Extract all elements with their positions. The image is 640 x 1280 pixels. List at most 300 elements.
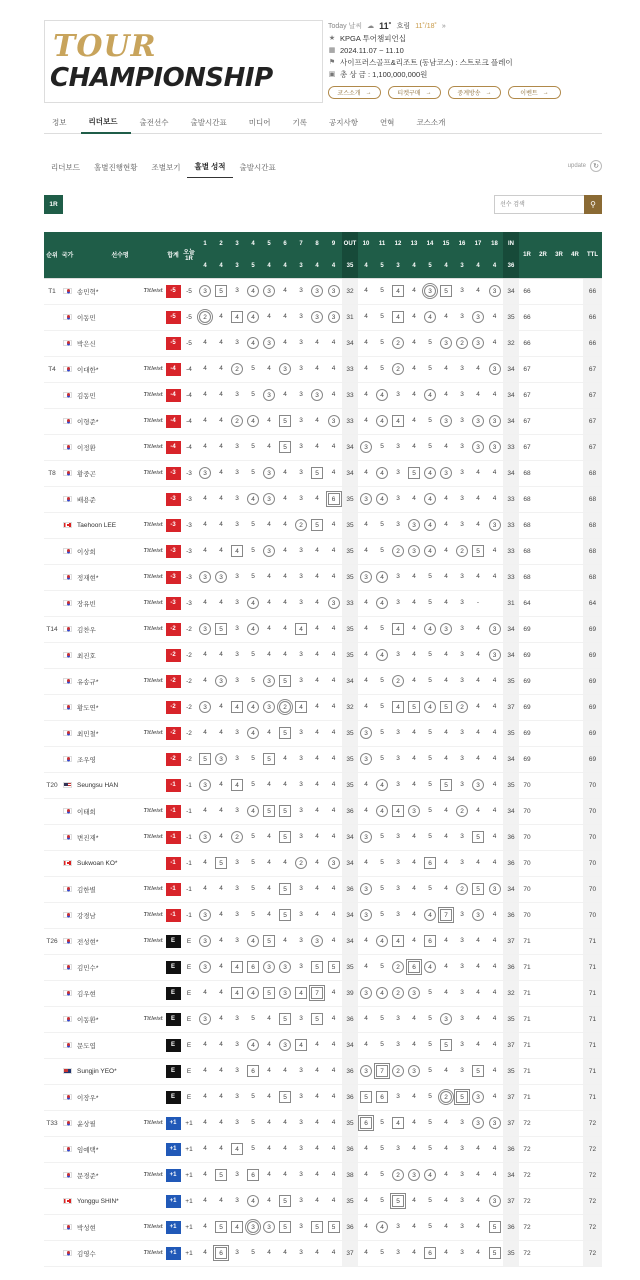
search-icon[interactable]: ⚲ bbox=[584, 195, 602, 214]
sponsor-logo bbox=[135, 1136, 165, 1162]
score-value: 5 bbox=[251, 391, 255, 398]
hole-score bbox=[261, 876, 277, 902]
score-value: 4 bbox=[203, 1171, 207, 1178]
score-value: 3 bbox=[489, 363, 501, 375]
player-name[interactable]: Yonggu SHIN* bbox=[75, 1188, 135, 1214]
score-value: 6 bbox=[376, 1091, 388, 1103]
search-input[interactable] bbox=[494, 195, 584, 214]
flag-icon bbox=[63, 392, 72, 398]
table-row[interactable] bbox=[44, 850, 602, 876]
hole-score bbox=[213, 564, 229, 590]
hole-score bbox=[309, 668, 325, 694]
round-1-score: 68 bbox=[519, 486, 535, 512]
player-name[interactable]: 이대한* bbox=[75, 356, 135, 382]
subtab[interactable]: 홀별진행현황 bbox=[93, 162, 138, 172]
hole-score bbox=[374, 538, 390, 564]
hole-score bbox=[197, 382, 213, 408]
hole-score bbox=[309, 720, 325, 746]
player-nation bbox=[60, 304, 75, 330]
table-row[interactable] bbox=[44, 408, 602, 434]
table-row[interactable] bbox=[44, 590, 602, 616]
hole-score bbox=[358, 902, 374, 928]
score-value: 7 bbox=[440, 909, 452, 921]
nav-item[interactable]: 정보 bbox=[52, 117, 67, 127]
player-name[interactable]: 최진호 bbox=[75, 642, 135, 668]
table-row[interactable] bbox=[44, 902, 602, 928]
flag-icon bbox=[63, 730, 72, 736]
chevron-right-icon[interactable]: » bbox=[441, 22, 446, 30]
score-value: 4 bbox=[412, 1249, 416, 1256]
player-name[interactable]: Taehoon LEE bbox=[75, 512, 135, 538]
table-row[interactable] bbox=[44, 278, 602, 304]
score-value: 4 bbox=[444, 495, 448, 502]
hole-score bbox=[358, 1058, 374, 1084]
hole-score bbox=[406, 798, 422, 824]
hole-score bbox=[277, 564, 293, 590]
table-row[interactable] bbox=[44, 876, 602, 902]
table-row[interactable] bbox=[44, 1188, 602, 1214]
hole-score bbox=[454, 460, 470, 486]
player-name[interactable]: 전성현* bbox=[75, 928, 135, 954]
score-value: 4 bbox=[412, 339, 416, 346]
link-tickets[interactable]: 티켓구매 → bbox=[388, 86, 441, 99]
hole-score bbox=[229, 460, 245, 486]
nav-item[interactable]: 코스소개 bbox=[416, 117, 446, 127]
hole-score bbox=[390, 980, 406, 1006]
table-row[interactable] bbox=[44, 1006, 602, 1032]
in-score: 36 bbox=[503, 902, 519, 928]
hole-score bbox=[261, 1188, 277, 1214]
score-value: 4 bbox=[315, 885, 319, 892]
hole-score bbox=[390, 954, 406, 980]
in-score: 31 bbox=[503, 590, 519, 616]
score-value: 3 bbox=[235, 1249, 239, 1256]
in-score: 33 bbox=[503, 434, 519, 460]
table-row[interactable] bbox=[44, 564, 602, 590]
hole-score bbox=[213, 1058, 229, 1084]
total-badge: -3 bbox=[166, 571, 181, 584]
in-score: 33 bbox=[503, 486, 519, 512]
out-score: 32 bbox=[342, 278, 358, 304]
round-3-score bbox=[551, 460, 567, 486]
hole-score bbox=[470, 460, 486, 486]
hole-score bbox=[229, 1110, 245, 1136]
round-2-score bbox=[535, 1006, 551, 1032]
hole-score bbox=[277, 1214, 293, 1240]
score-value: 5 bbox=[251, 521, 255, 528]
player-name[interactable]: 최민철* bbox=[75, 720, 135, 746]
score-value: 3 bbox=[199, 831, 211, 843]
hole-score bbox=[406, 486, 422, 512]
score-value: 6 bbox=[215, 1247, 227, 1259]
hole-score bbox=[358, 278, 374, 304]
score-value: 4 bbox=[315, 495, 319, 502]
link-event[interactable]: 이벤트 → bbox=[508, 86, 561, 99]
player-name[interactable]: 변진재* bbox=[75, 824, 135, 850]
table-row[interactable] bbox=[44, 486, 602, 512]
hole-score bbox=[245, 1188, 261, 1214]
table-row[interactable] bbox=[44, 772, 602, 798]
hole-score bbox=[374, 356, 390, 382]
hole-score bbox=[261, 746, 277, 772]
score-value: 4 bbox=[412, 1145, 416, 1152]
player-name[interactable]: Sukwoan KO* bbox=[75, 850, 135, 876]
score-value: 2 bbox=[392, 675, 404, 687]
player-name[interactable]: 윤상필 bbox=[75, 1110, 135, 1136]
score-value: 3 bbox=[235, 677, 239, 684]
out-score: 34 bbox=[342, 824, 358, 850]
player-name[interactable]: 문경준* bbox=[75, 1162, 135, 1188]
score-value: 4 bbox=[331, 1249, 336, 1256]
update-control[interactable] bbox=[568, 160, 602, 172]
hole-score bbox=[293, 746, 309, 772]
total-badge: E bbox=[166, 987, 181, 1000]
hole-score bbox=[438, 954, 454, 980]
event-info bbox=[328, 20, 608, 99]
player-name[interactable]: 임예택* bbox=[75, 1136, 135, 1162]
out-score: 34 bbox=[342, 434, 358, 460]
sponsor-logo: Titleist bbox=[135, 512, 165, 538]
player-nation bbox=[60, 382, 75, 408]
subtab[interactable]: 홀별 성적 bbox=[187, 156, 232, 178]
round-3-score bbox=[551, 720, 567, 746]
player-name[interactable]: 이동환* bbox=[75, 1006, 135, 1032]
score-value: 3 bbox=[299, 469, 303, 476]
table-row[interactable] bbox=[44, 746, 602, 772]
score-value: 5 bbox=[428, 781, 432, 788]
round-3-score bbox=[551, 902, 567, 928]
hole-score bbox=[486, 408, 503, 434]
table-row[interactable] bbox=[44, 304, 602, 330]
player-nation bbox=[60, 486, 75, 512]
flag-icon bbox=[63, 860, 72, 866]
sponsor-logo: Titleist bbox=[135, 538, 165, 564]
score-value: 5 bbox=[428, 1093, 432, 1100]
score-value: 4 bbox=[231, 1143, 243, 1155]
hole-score bbox=[213, 1032, 229, 1058]
round-2-score bbox=[535, 408, 551, 434]
player-name[interactable]: 김민수* bbox=[75, 954, 135, 980]
round-1-score: 72 bbox=[519, 1136, 535, 1162]
hole-score bbox=[261, 824, 277, 850]
score-value: 3 bbox=[299, 963, 303, 970]
in-score: 37 bbox=[503, 928, 519, 954]
hole-score bbox=[374, 616, 390, 642]
round-4-score bbox=[567, 746, 583, 772]
round-1-button[interactable]: 1R bbox=[44, 195, 63, 214]
player-name[interactable]: 김동민 bbox=[75, 382, 135, 408]
hole-score bbox=[470, 980, 486, 1006]
hole-score bbox=[374, 772, 390, 798]
hole-score bbox=[422, 564, 438, 590]
score-value: 6 bbox=[247, 1065, 259, 1077]
table-row[interactable] bbox=[44, 798, 602, 824]
player-today: -2 bbox=[181, 616, 197, 642]
player-name[interactable]: 박성현 bbox=[75, 1214, 135, 1240]
score-value: 4 bbox=[219, 391, 223, 398]
table-row[interactable] bbox=[44, 824, 602, 850]
score-value: 4 bbox=[267, 1067, 271, 1074]
total-badge: -4 bbox=[166, 363, 181, 376]
score-value: 3 bbox=[299, 677, 303, 684]
table-row[interactable] bbox=[44, 356, 602, 382]
player-name[interactable]: 조우영 bbox=[75, 746, 135, 772]
score-value: 5 bbox=[428, 1067, 432, 1074]
player-name[interactable]: Seungsu HAN bbox=[75, 772, 135, 798]
player-today: -5 bbox=[181, 330, 197, 356]
score-value: 4 bbox=[283, 1171, 287, 1178]
score-value: 4 bbox=[203, 1119, 207, 1126]
hole-score bbox=[374, 720, 390, 746]
hole-score bbox=[470, 1214, 486, 1240]
round-2-score bbox=[535, 278, 551, 304]
score-value: 3 bbox=[263, 467, 275, 479]
table-row[interactable] bbox=[44, 1240, 602, 1266]
score-value: 3 bbox=[235, 755, 239, 762]
ttl-score: 71 bbox=[583, 928, 602, 954]
table-header-cell: 11 bbox=[374, 232, 390, 255]
score-value: 4 bbox=[476, 573, 480, 580]
table-row[interactable] bbox=[44, 1032, 602, 1058]
hole-score bbox=[406, 668, 422, 694]
player-name[interactable]: 유송규* bbox=[75, 668, 135, 694]
hole-score bbox=[245, 304, 261, 330]
score-value: 3 bbox=[299, 287, 303, 294]
table-row[interactable] bbox=[44, 616, 602, 642]
table-row[interactable] bbox=[44, 1214, 602, 1240]
player-name[interactable]: 김찬우 bbox=[75, 616, 135, 642]
table-row[interactable] bbox=[44, 382, 602, 408]
in-score: 37 bbox=[503, 1032, 519, 1058]
score-value: 5 bbox=[380, 963, 384, 970]
out-score: 35 bbox=[342, 1188, 358, 1214]
hole-score bbox=[245, 850, 261, 876]
subtab[interactable]: 리더보드 bbox=[51, 162, 80, 172]
hole-score bbox=[213, 1084, 229, 1110]
score-value: 3 bbox=[263, 493, 275, 505]
hole-score bbox=[245, 720, 261, 746]
table-row[interactable] bbox=[44, 460, 602, 486]
score-value: 4 bbox=[424, 961, 436, 973]
hole-score bbox=[406, 1058, 422, 1084]
hole-score bbox=[293, 1214, 309, 1240]
nav-item[interactable]: 출발시간표 bbox=[190, 117, 227, 127]
player-name[interactable]: 이상희 bbox=[75, 538, 135, 564]
score-value: 3 bbox=[299, 807, 303, 814]
round-2-score bbox=[535, 1032, 551, 1058]
hole-score bbox=[454, 1006, 470, 1032]
score-value: 4 bbox=[315, 547, 319, 554]
table-row[interactable] bbox=[44, 1162, 602, 1188]
table-row[interactable] bbox=[44, 434, 602, 460]
hole-score bbox=[486, 772, 503, 798]
hole-score bbox=[261, 330, 277, 356]
score-value: 4 bbox=[219, 547, 223, 554]
score-value: 4 bbox=[476, 1249, 480, 1256]
tournament-logo[interactable] bbox=[44, 20, 323, 103]
hole-score bbox=[309, 564, 325, 590]
score-value: 4 bbox=[203, 1093, 207, 1100]
hole-score bbox=[390, 564, 406, 590]
score-value: 3 bbox=[299, 339, 303, 346]
ttl-score: 72 bbox=[583, 1162, 602, 1188]
score-value: 3 bbox=[489, 1117, 501, 1129]
nav-item[interactable]: 리더보드 bbox=[81, 110, 132, 134]
round-1-score: 69 bbox=[519, 694, 535, 720]
table-row[interactable] bbox=[44, 1110, 602, 1136]
score-value: 4 bbox=[267, 1197, 271, 1204]
score-value: 4 bbox=[315, 365, 319, 372]
player-name[interactable]: 이정환 bbox=[75, 434, 135, 460]
hole-score bbox=[470, 928, 486, 954]
in-score: 37 bbox=[503, 694, 519, 720]
table-row[interactable] bbox=[44, 694, 602, 720]
score-value: 5 bbox=[408, 467, 420, 479]
player-name[interactable]: 박은신 bbox=[75, 330, 135, 356]
hole-score bbox=[406, 980, 422, 1006]
player-total bbox=[165, 954, 181, 980]
score-value: 5 bbox=[380, 443, 384, 450]
link-broadcast[interactable]: 중계방송 → bbox=[448, 86, 501, 99]
subtab[interactable]: 조별보기 bbox=[151, 162, 181, 172]
player-total bbox=[165, 902, 181, 928]
hole-score bbox=[406, 1032, 422, 1058]
round-2-score bbox=[535, 382, 551, 408]
table-row[interactable] bbox=[44, 512, 602, 538]
hole-score bbox=[374, 694, 390, 720]
score-value: 3 bbox=[460, 1067, 464, 1074]
hole-score bbox=[374, 1058, 390, 1084]
player-name[interactable]: 송민혁* bbox=[75, 278, 135, 304]
player-name[interactable]: 문도엽 bbox=[75, 1032, 135, 1058]
score-value: 4 bbox=[331, 339, 336, 346]
score-value: 3 bbox=[199, 467, 211, 479]
player-name[interactable]: 황도연* bbox=[75, 694, 135, 720]
player-name[interactable]: 김영수 bbox=[75, 1240, 135, 1266]
weather-condition: 흐림 bbox=[396, 23, 411, 30]
link-course[interactable]: 코스소개 → bbox=[328, 86, 381, 99]
nav-item[interactable]: 공지사항 bbox=[328, 117, 358, 127]
table-header-cell: 4 bbox=[325, 255, 342, 278]
hole-score bbox=[470, 356, 486, 382]
player-name[interactable]: 이형준* bbox=[75, 408, 135, 434]
table-row[interactable] bbox=[44, 1136, 602, 1162]
hole-score bbox=[325, 330, 342, 356]
score-value: 4 bbox=[364, 547, 368, 554]
score-value: 6 bbox=[424, 857, 436, 869]
table-header-cell: 4 bbox=[486, 255, 503, 278]
table-row[interactable] bbox=[44, 954, 602, 980]
table-row[interactable] bbox=[44, 1084, 602, 1110]
player-name[interactable]: 배용준 bbox=[75, 486, 135, 512]
hole-score bbox=[358, 668, 374, 694]
score-value: 3 bbox=[460, 443, 464, 450]
sponsor-logo bbox=[135, 304, 165, 330]
score-value: 4 bbox=[412, 625, 416, 632]
score-value: 4 bbox=[364, 1171, 368, 1178]
out-score: 39 bbox=[342, 980, 358, 1006]
table-row[interactable] bbox=[44, 330, 602, 356]
player-name[interactable]: 이태희 bbox=[75, 798, 135, 824]
leaderboard-subtabs bbox=[44, 156, 602, 178]
score-value: 5 bbox=[215, 1169, 227, 1181]
table-row[interactable] bbox=[44, 980, 602, 1006]
round-1-score: 70 bbox=[519, 772, 535, 798]
refresh-icon[interactable]: ↻ bbox=[590, 160, 602, 172]
round-2-score bbox=[535, 954, 551, 980]
player-name[interactable]: 강경남 bbox=[75, 902, 135, 928]
out-score: 36 bbox=[342, 1214, 358, 1240]
player-name[interactable]: 이장우* bbox=[75, 1084, 135, 1110]
player-name[interactable]: 정재현* bbox=[75, 564, 135, 590]
score-value: 3 bbox=[472, 415, 484, 427]
hole-score bbox=[438, 1162, 454, 1188]
score-value: 3 bbox=[460, 755, 464, 762]
table-row[interactable] bbox=[44, 1058, 602, 1084]
ttl-score: 70 bbox=[583, 798, 602, 824]
table-row[interactable] bbox=[44, 642, 602, 668]
hole-score bbox=[438, 330, 454, 356]
player-today: -4 bbox=[181, 408, 197, 434]
nav-item[interactable]: 연혁 bbox=[379, 117, 395, 127]
hole-score bbox=[470, 382, 486, 408]
nav-item[interactable]: 미디어 bbox=[248, 117, 271, 127]
round-3-score bbox=[551, 330, 567, 356]
score-value: 4 bbox=[219, 1067, 223, 1074]
score-value: 4 bbox=[364, 1145, 368, 1152]
player-name[interactable]: 김우현 bbox=[75, 980, 135, 1006]
subtab[interactable]: 출발시간표 bbox=[239, 162, 276, 172]
score-value: 4 bbox=[283, 755, 287, 762]
round-4-score bbox=[567, 902, 583, 928]
score-value: 4 bbox=[203, 521, 207, 528]
nav-item[interactable]: 기록 bbox=[292, 117, 307, 127]
table-header-cell: 13 bbox=[406, 232, 422, 255]
table-row[interactable] bbox=[44, 928, 602, 954]
player-name[interactable]: 이동민 bbox=[75, 304, 135, 330]
score-value: 3 bbox=[360, 753, 372, 765]
score-value: 5 bbox=[380, 625, 384, 632]
player-name[interactable]: 김한별 bbox=[75, 876, 135, 902]
hole-score bbox=[213, 616, 229, 642]
hole-score bbox=[406, 278, 422, 304]
score-value: 3 bbox=[460, 1223, 464, 1230]
player-name[interactable]: 황중곤 bbox=[75, 460, 135, 486]
hole-score bbox=[293, 538, 309, 564]
score-value: 4 bbox=[492, 547, 497, 554]
player-name[interactable]: 장유빈 bbox=[75, 590, 135, 616]
table-row[interactable] bbox=[44, 668, 602, 694]
table-header-cell: 1R bbox=[519, 232, 535, 278]
hole-score bbox=[229, 382, 245, 408]
score-value: 4 bbox=[492, 677, 497, 684]
sponsor-logo bbox=[135, 486, 165, 512]
player-name[interactable]: Sungjin YEO* bbox=[75, 1058, 135, 1084]
table-row[interactable] bbox=[44, 720, 602, 746]
flag-icon bbox=[63, 886, 72, 892]
score-value: 4 bbox=[412, 573, 416, 580]
score-value: 4 bbox=[376, 597, 388, 609]
hole-score bbox=[293, 928, 309, 954]
nav-item[interactable]: 출전선수 bbox=[139, 117, 169, 127]
hole-score bbox=[197, 642, 213, 668]
hole-score bbox=[197, 460, 213, 486]
table-row[interactable] bbox=[44, 538, 602, 564]
score-value: 5 bbox=[251, 1145, 255, 1152]
flag-icon bbox=[63, 964, 72, 970]
round-3-score bbox=[551, 512, 567, 538]
hole-score bbox=[277, 746, 293, 772]
